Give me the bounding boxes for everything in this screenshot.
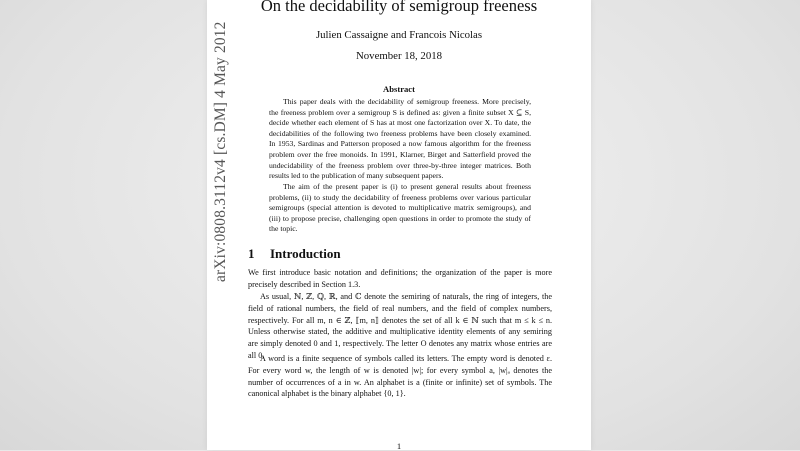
abstract-paragraph-1: This paper deals with the decidability of semigroup freeness. More precisely, the freeness problem over a semigroup S is defined as: given a finite subset X ⊆ S, decide whether each element of S has at most one factorization over X. To date, the decidabilities of the following two freeness problems have been closely examined. In 1953, Sardinas and Patterson proposed a now famous algorithm for the freeness problem over the free monoids. In 1991, Klarner, Birget and Satterfield proved the undecidability of the freeness problem over three-by-three integer matrices. Both results led to the publication of many subsequent papers. [269,97,531,181]
body-paragraph-2: As usual, ℕ, ℤ, ℚ, ℝ, and ℂ denote the semiring of naturals, the ring of integers, the field of rational numbers, the field of real numbers, and the field of complex numbers, respectively. For all m, n ∈ ℤ, ⟦m, n⟧ denotes the set of all k ∈ ℕ such that m ≤ k ≤ n. Unless otherwise stated, the additive and multiplicative identity elements of any semiring are simply denoted 0 and 1, respectively. The letter O denotes any matrix whose entries are all 0. [248,292,552,360]
body-paragraph-3: A word is a finite sequence of symbols called its letters. The empty word is denoted ε. For every word w, the length of w is denoted |w|; for every symbol a, |w|ₐ denotes the number of occurrences of a in w. An alphabet is a (finite or infinite) set of symbols. The canonical alphabet is the binary alphabet {0, 1}. [248,354,552,399]
paper-page [207,0,591,450]
page-number: 1 [396,441,402,451]
paper-date: November 18, 2018 [355,50,443,62]
abstract-paragraph-2: The aim of the present paper is (i) to present general results about freeness problems, (ii) to study the decidability of freeness problems over various particular semigroups (special attention is devoted to multiplicative matrix semigroups), and (iii) to propose precise, challenging open questions in order to promote the study of the topic. [269,182,531,234]
section-heading [248,246,341,262]
abstract-heading: Abstract [383,84,415,94]
section-number: 1 [248,246,255,261]
arxiv-identifier: arXiv:0808.3112v4 [cs.DM] 4 May 2012 [212,21,229,282]
body-paragraph-1: We first introduce basic notation and definitions; the organization of the paper is more precisely described in Section 1.3. [248,268,552,289]
paper-authors: Julien Cassaigne and Francois Nicolas [315,29,483,41]
paper-title: On the decidability of semigroup freeness [260,0,538,15]
section-title: Introduction [270,246,341,261]
